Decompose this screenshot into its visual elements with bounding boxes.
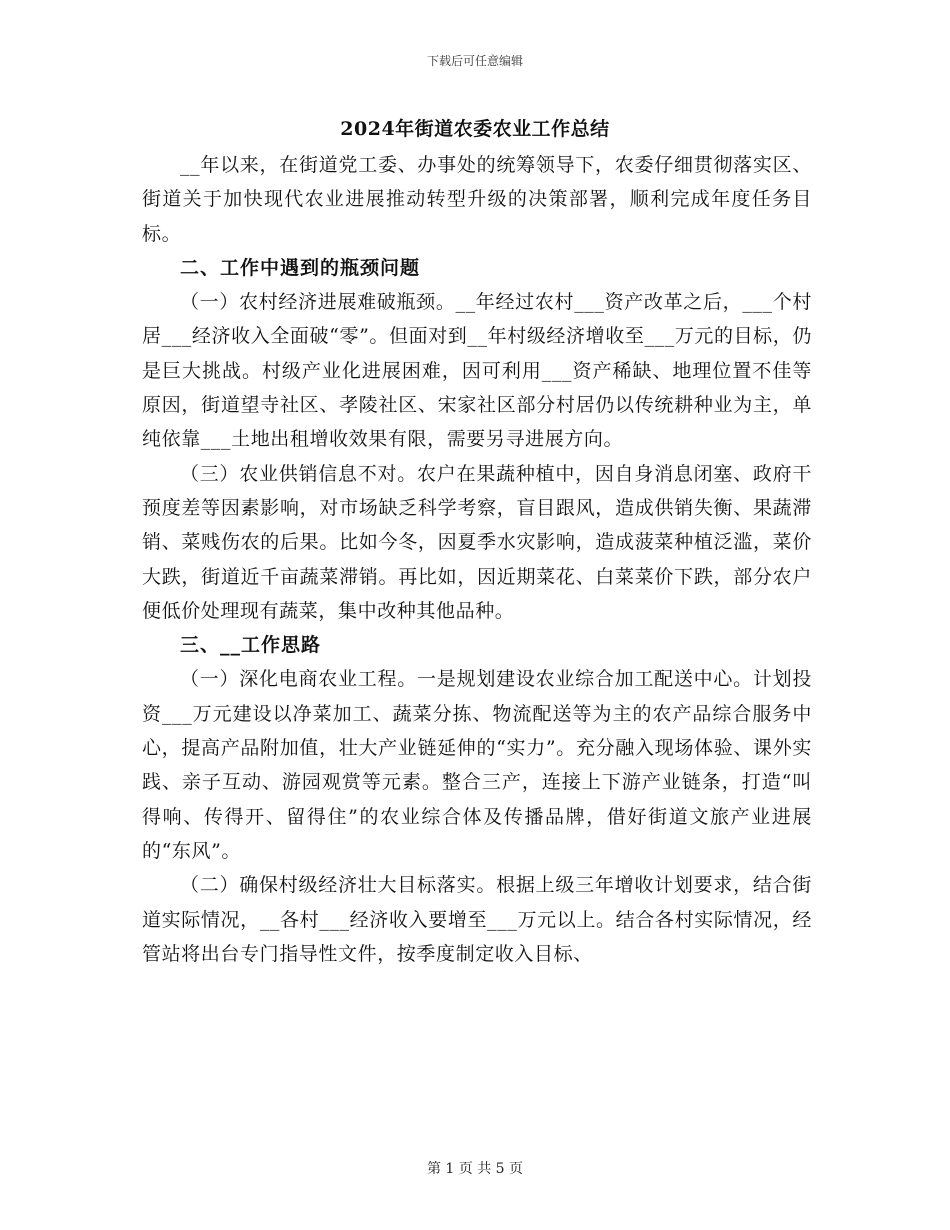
section-heading-plans: 三、__工作思路 <box>180 634 322 657</box>
document-title: 2024年街道农委农业工作总结 <box>340 118 610 140</box>
intro-paragraph: __年以来，在街道党工委、办事处的统筹领导下，农委仔细贯彻落实区、街道关于加快现代农业进展推动转型升级的决策部署，顺利完成年度任务目标。 <box>142 154 812 245</box>
paragraph-village-economy: （二）确保村级经济壮大目标落实。根据上级三年增收计划要求，结合街道实际情况，__各村___经济收入要增至___万元以上。结合各村实际情况，经管站将出台专门指导性文件，按季度制定收入目标、 <box>142 874 812 965</box>
paragraph-ecommerce: （一）深化电商农业工程。一是规划建设农业综合加工配送中心。计划投资___万元建设以净菜加工、蔬菜分拣、物流配送等为主的农产品综合服务中心，提高产品附加值，壮大产业链延伸的“实力”。充分融入现场体验、课外实践、亲子互动、游园观赏等元素。整合三产，连接上下游产业链条，打造“叫得响、传得开、留得住”的农业综合体及传播品牌，借好街道文旅产业进展的“东风”。 <box>142 668 812 862</box>
paragraph-rural-economy: （一）农村经济进展难破瓶颈。__年经过农村___资产改革之后，___个村居___经济收入全面破“零”。但面对到__年村级经济增收至___万元的目标，仍是巨大挑战。村级产业化进展困难，因可利用___资产稀缺、地理位置不佳等原因，街道望寺社区、孝陵社区、宋家社区部分村居仍以传统耕种业为主，单纯依靠___土地出租增收效果有限，需要另寻进展方向。 <box>142 291 812 451</box>
page-number: 第 1 页 共 5 页 <box>426 1161 524 1177</box>
header-note: 下载后可任意编辑 <box>426 54 523 68</box>
paragraph-supply-info: （三）农业供销信息不对。农户在果蔬种植中，因自身消息闭塞、政府干预度差等因素影响，对市场缺乏科学考察，盲目跟风，造成供销失衡、果蔬滞销、菜贱伤农的后果。比如今冬，因夏季水灾影响，造成菠菜种植泛滥，菜价大跌，街道近千亩蔬菜滞销。再比如，因近期菜花、白菜菜价下跌，部分农户便低价处理现有蔬菜，集中改种其他品种。 <box>142 462 812 622</box>
section-heading-problems: 二、工作中遇到的瓶颈问题 <box>180 256 421 279</box>
document-body <box>142 148 812 971</box>
